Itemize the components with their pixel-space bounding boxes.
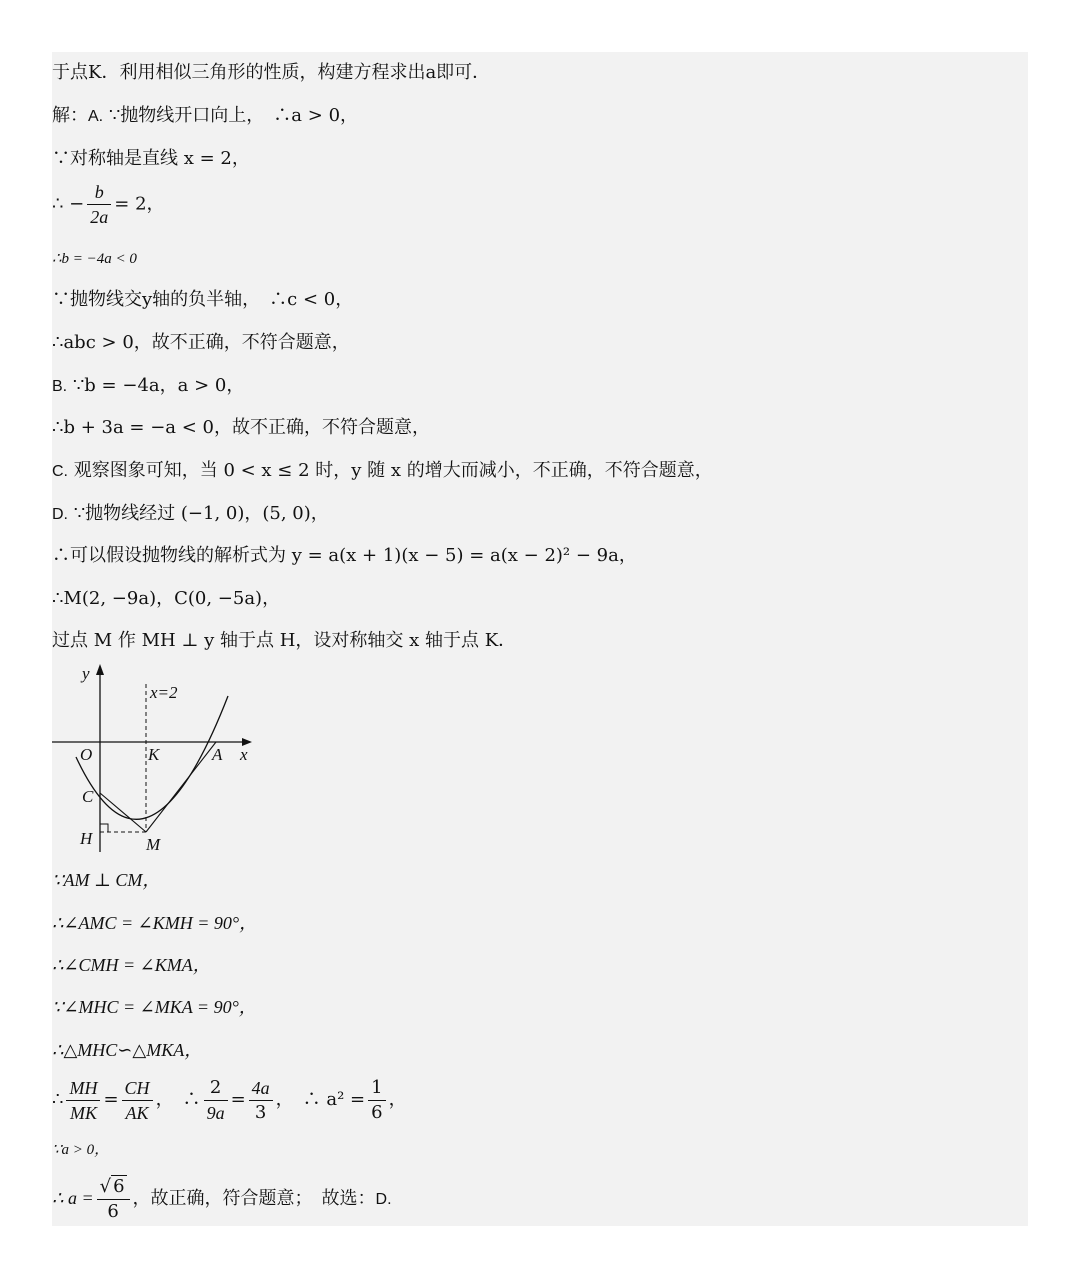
denominator: 6 <box>107 1200 119 1222</box>
text-line-6 <box>52 289 353 311</box>
fraction-4a-3 <box>249 1076 273 1125</box>
line-text: ∵a > 0， <box>52 1142 110 1158</box>
line-text: ∴b + 3a = −a < 0，故不正确，不符合题意， <box>52 417 430 438</box>
text-line-19 <box>52 1039 202 1061</box>
denominator: 9a <box>206 1102 225 1123</box>
line-text: ∵对称轴是直线 x = 2， <box>52 148 250 169</box>
solution-label: 解： <box>52 105 88 126</box>
text-line-11 <box>52 503 329 526</box>
line-text: ∴∠CMH = ∠KMA， <box>52 955 211 975</box>
line-text: ， ∴ a² = <box>275 1089 366 1110</box>
point-a-label: A <box>212 745 223 764</box>
text-line-1 <box>52 62 490 84</box>
line-text: ∵AM ⊥ CM， <box>52 870 161 890</box>
radicand: 6 <box>113 1175 125 1197</box>
line-text: ∴abc > 0，故不正确，不符合题意， <box>52 332 350 353</box>
segment-cm <box>100 793 146 832</box>
y-axis-arrow <box>96 664 104 675</box>
text-line-4 <box>52 180 165 229</box>
line-text: ∵抛物线交y轴的负半轴， ∴c < 0， <box>52 289 354 310</box>
numerator: 4a <box>249 1076 273 1101</box>
numerator: 2 <box>204 1076 228 1101</box>
line-text: ∴ − <box>52 193 85 215</box>
point-k-label: K <box>148 745 160 764</box>
text-line-7 <box>52 332 350 354</box>
numerator: b <box>87 180 111 205</box>
denominator: 2a <box>90 207 109 227</box>
line-text: ∵∠MHC = ∠MKA = 90°， <box>52 997 257 1017</box>
parabola-figure <box>52 662 272 862</box>
fraction-sqrt6-6 <box>97 1175 130 1224</box>
fraction-mh-mk <box>66 1076 100 1125</box>
text-line-5 <box>52 248 137 270</box>
numerator: MH <box>66 1076 100 1101</box>
denominator: 6 <box>371 1101 383 1123</box>
text-line-10 <box>52 460 713 483</box>
y-axis-label: y <box>82 664 90 683</box>
text-line-14 <box>52 630 516 652</box>
numerator: √ 6 <box>97 1175 130 1200</box>
right-angle-mark <box>100 824 108 832</box>
denominator: MK <box>69 1102 97 1123</box>
point-c-label: C <box>82 787 94 806</box>
line-text: 于点K．利用相似三角形的性质，构建方程求出a即可． <box>52 62 491 83</box>
text-line-12 <box>52 545 637 567</box>
line-text: ∴△MHC∽△MKA， <box>52 1040 203 1060</box>
text-line-18 <box>52 996 257 1018</box>
line-text: ，故正确，符合题意； 故选： <box>132 1188 376 1209</box>
option-label: C. <box>52 463 68 480</box>
text-line-21 <box>52 1139 109 1161</box>
fraction <box>87 180 111 229</box>
text-line-15 <box>52 869 160 891</box>
equals-sign: = <box>103 1089 119 1110</box>
option-label: B. <box>52 378 68 395</box>
line-text: ∵抛物线开口向上， ∴a > 0， <box>108 105 359 126</box>
text-line-3 <box>52 148 250 170</box>
line-text: ∴M(2, −9a)，C(0, −5a)， <box>52 588 281 609</box>
answer-label: D. <box>375 1191 392 1208</box>
text-line-8 <box>52 375 244 398</box>
line-text: ， <box>388 1089 407 1110</box>
text-line-22 <box>52 1172 392 1226</box>
denominator: AK <box>125 1102 149 1123</box>
fraction-2-9a <box>204 1076 228 1125</box>
point-m-label: M <box>146 835 161 854</box>
line-text: ∴∠AMC = ∠KMH = 90°， <box>52 913 258 933</box>
point-o-label: O <box>80 745 93 764</box>
line-text: = 2， <box>114 193 165 215</box>
line-text: 观察图象可知，当 0 < x ≤ 2 时，y 随 x 的增大而减小，不正确，不符合题意， <box>73 460 713 481</box>
line-text: 过点 M 作 MH ⊥ y 轴于点 H，设对称轴交 x 轴于点 K． <box>52 630 517 651</box>
symmetry-label: x=2 <box>150 683 178 702</box>
line-text: ∴ a = <box>52 1188 94 1208</box>
x-axis-label: x <box>240 745 248 764</box>
text-line-20 <box>52 1074 407 1126</box>
line-text: ∴ <box>52 1089 64 1110</box>
text-line-16 <box>52 912 257 934</box>
point-h-label: H <box>80 829 93 848</box>
text-line-17 <box>52 954 211 976</box>
option-label: A. <box>88 108 104 125</box>
solution-sheet <box>52 52 1028 1226</box>
text-line-2 <box>52 105 358 128</box>
line-text: ∵抛物线经过 (−1, 0)，(5, 0)， <box>73 503 329 524</box>
text-line-13 <box>52 588 280 610</box>
line-text: ， ∴ <box>155 1089 201 1110</box>
option-label: D. <box>52 506 68 523</box>
equals-sign: = <box>230 1089 246 1110</box>
numerator: CH <box>122 1076 153 1101</box>
line-text: ∵b = −4a，a > 0， <box>72 375 245 396</box>
fraction-ch-ak <box>122 1076 153 1125</box>
numerator: 1 <box>368 1076 385 1101</box>
line-text: ∴可以假设抛物线的解析式为 y = a(x + 1)(x − 5) = a(x − 2)² − 9a， <box>52 545 637 566</box>
line-text: ∴b = −4a < 0 <box>52 251 137 267</box>
denominator: 3 <box>254 1101 267 1123</box>
text-line-9 <box>52 417 430 439</box>
fraction-1-6 <box>368 1076 385 1125</box>
